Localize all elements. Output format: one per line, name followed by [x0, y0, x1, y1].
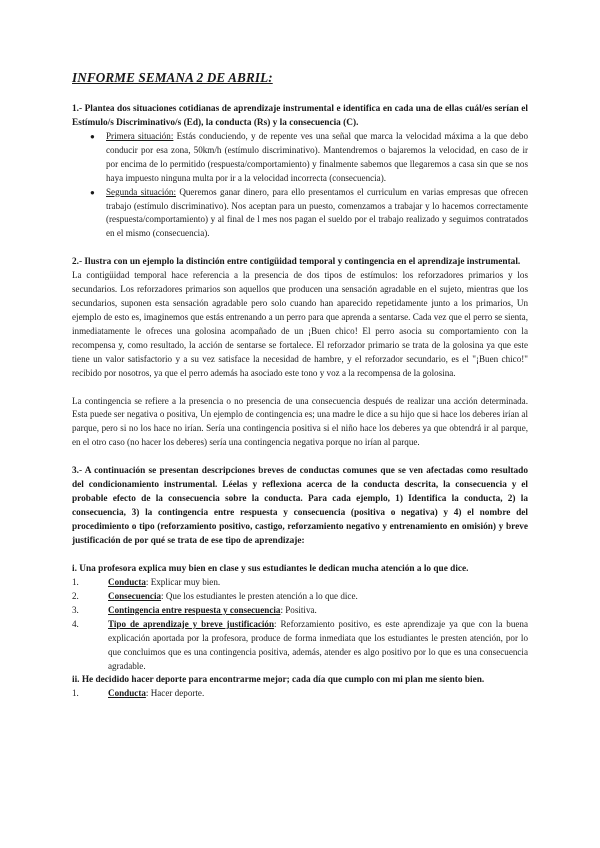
- row-text: : Explicar muy bien.: [145, 577, 221, 588]
- list-item: [90, 130, 528, 186]
- bullet-icon: ●: [90, 187, 95, 197]
- document-page: [72, 62, 528, 701]
- list-item: [90, 186, 528, 242]
- row-text: : Hacer deporte.: [145, 688, 205, 699]
- page-title: INFORME SEMANA 2 DE ABRIL:: [72, 70, 273, 85]
- row-number: 4.: [72, 618, 79, 629]
- row-label: Consecuencia: [108, 591, 162, 602]
- situation-text: Estás conduciendo, y de repente ves una señal que marca la velocidad máxima a la que debo conducir por esa zona, 50km/h (estímulo discriminativo). Mantendremos o bajaremos la velocidad, en caso de ir por encima de lo permitido (respuesta/comportamiento) y finalmente sabemos que llegaremos a casa sin que se nos haya impuesto ninguna multa por ir a la velocidad incorrecta (consecuencia).: [106, 131, 528, 183]
- case-i-row: [72, 604, 528, 618]
- case-ii-heading: ii. He decidido hacer deporte para encontrarme mejor; cada día que cumplo con mi plan me siento bien.: [72, 675, 485, 686]
- case-ii-row: [72, 687, 528, 701]
- case-i-row: [72, 576, 528, 590]
- bullet-icon: ●: [90, 132, 95, 141]
- row-number: 3.: [72, 604, 79, 615]
- row-number: 1.: [72, 577, 79, 588]
- situation-label: Segunda situación:: [106, 186, 176, 197]
- situation-label: Primera situación:: [106, 131, 174, 141]
- question-2-paragraph-2: La contingencia se refiere a la presencia o no presencia de una consecuencia después de realizar una acción determinada. Esta puede ser negativa o positiva, Un ejemplo de contingencia es; una madre le dice a su hijo que si hace los deberes irían al parque, pero si no los hace no irían. Sería una contingencia positiva si el niño hace los deberes ya que obtendrá ir al parque, en el otro caso (no hacer los deberes) sería una contingencia negativa porque no irían al parque.: [72, 395, 528, 448]
- question-2-paragraph-1: La contigüidad temporal hace referencia a la presencia de dos tipos de estímulos: los reforzadores primarios y los secundarios. Los reforzadores primarios son aquellos que producen una sensación agradable en el sujeto, mientras que los secundarios, suponen esta sensación agradable pero solo cuando han aparecido repetidamente junto a los primarios, Un ejemplo de esto es, imaginemos que estás entrenando a un perro para que aprenda a sentarse. Cada vez que el perro se sienta, inmediatamente le ofreces una golosina acompañado de un ¡Buen chico! El perro asocia su comportamiento con la recompensa y, como resultado, la acción de sentarse se fortalece. El reforzador primario se trata de la golosina ya que este tiene un valor satisfactorio y a su vez satisface la necesidad de hambre, y el reforzador secundario, es el "¡Buen chico!" recibido por nosotros, ya que el perro además ha asociado este tono y voz a la recompensa de la golosina.: [72, 270, 528, 378]
- row-label: Tipo de aprendizaje y breve justificación: [108, 618, 275, 629]
- row-label: Conducta: [108, 688, 146, 699]
- row-label: Contingencia entre respuesta y consecuencia: [108, 604, 281, 615]
- row-label: Conducta: [108, 577, 146, 588]
- situation-text: Queremos ganar dinero, para ello presentamos el curriculum en varias empresas que ofrecen trabajo (estímulo discriminativo). Nos aceptan para un puesto, comenzamos a trabajar y lo hacemos correctamente (respuesta/comportamiento) y al final de l mes nos pagan el sueldo por el trabajo realizado y seguimos contratados en el mismo (consecuencia).: [106, 186, 528, 239]
- row-number: 1.: [72, 688, 79, 699]
- row-text: : Reforzamiento positivo, es este aprendizaje ya que con la buena explicación aportada por la profesora, produce de forma inmediata que los estudiantes le presten atención, por lo que concluimos que es una contingencia positiva, además, atender es algo positivo por lo que es una consecuencia agradable.: [108, 618, 528, 671]
- question-2-heading: 2.- Ilustra con un ejemplo la distinción entre contigüidad temporal y contingencia en el aprendizaje instrumental.: [72, 257, 521, 268]
- row-text: : Que los estudiantes le presten atención a lo que dice.: [161, 591, 358, 602]
- case-i-row: [72, 618, 528, 674]
- case-i-heading: i. Una profesora explica muy bien en clase y sus estudiantes le dedican mucha atención a lo que dice.: [72, 564, 469, 575]
- question-3-heading: 3.- A continuación se presentan descripciones breves de conductas comunes que se ven afectadas como resultado del condicionamiento instrumental. Léelas y reflexiona acerca de la conducta descrita, la consecuencia y el probable efecto de la consecuencia sobre la conducta. Para cada ejemplo, 1) Identifica la conducta, 2) la consecuencia, 3) la contingencia entre respuesta y consecuencia (positiva o negativa) y 4) el nombre del procedimiento o tipo (reforzamiento positivo, castigo, reforzamiento negativo y entrenamiento en omisión) y breve justificación de por qué se trata de ese tipo de aprendizaje:: [72, 466, 528, 547]
- row-text: : Positiva.: [280, 604, 317, 615]
- row-number: 2.: [72, 591, 79, 602]
- question-1-list: [72, 130, 528, 241]
- case-i-row: [72, 590, 528, 604]
- question-1-heading: 1.- Plantea dos situaciones cotidianas de aprendizaje instrumental e identifica en cada una de ellas cuál/es serían el Estímulo/s Discriminativo/s (Ed), la conducta (Rs) y la consecuencia (C).: [72, 104, 528, 128]
